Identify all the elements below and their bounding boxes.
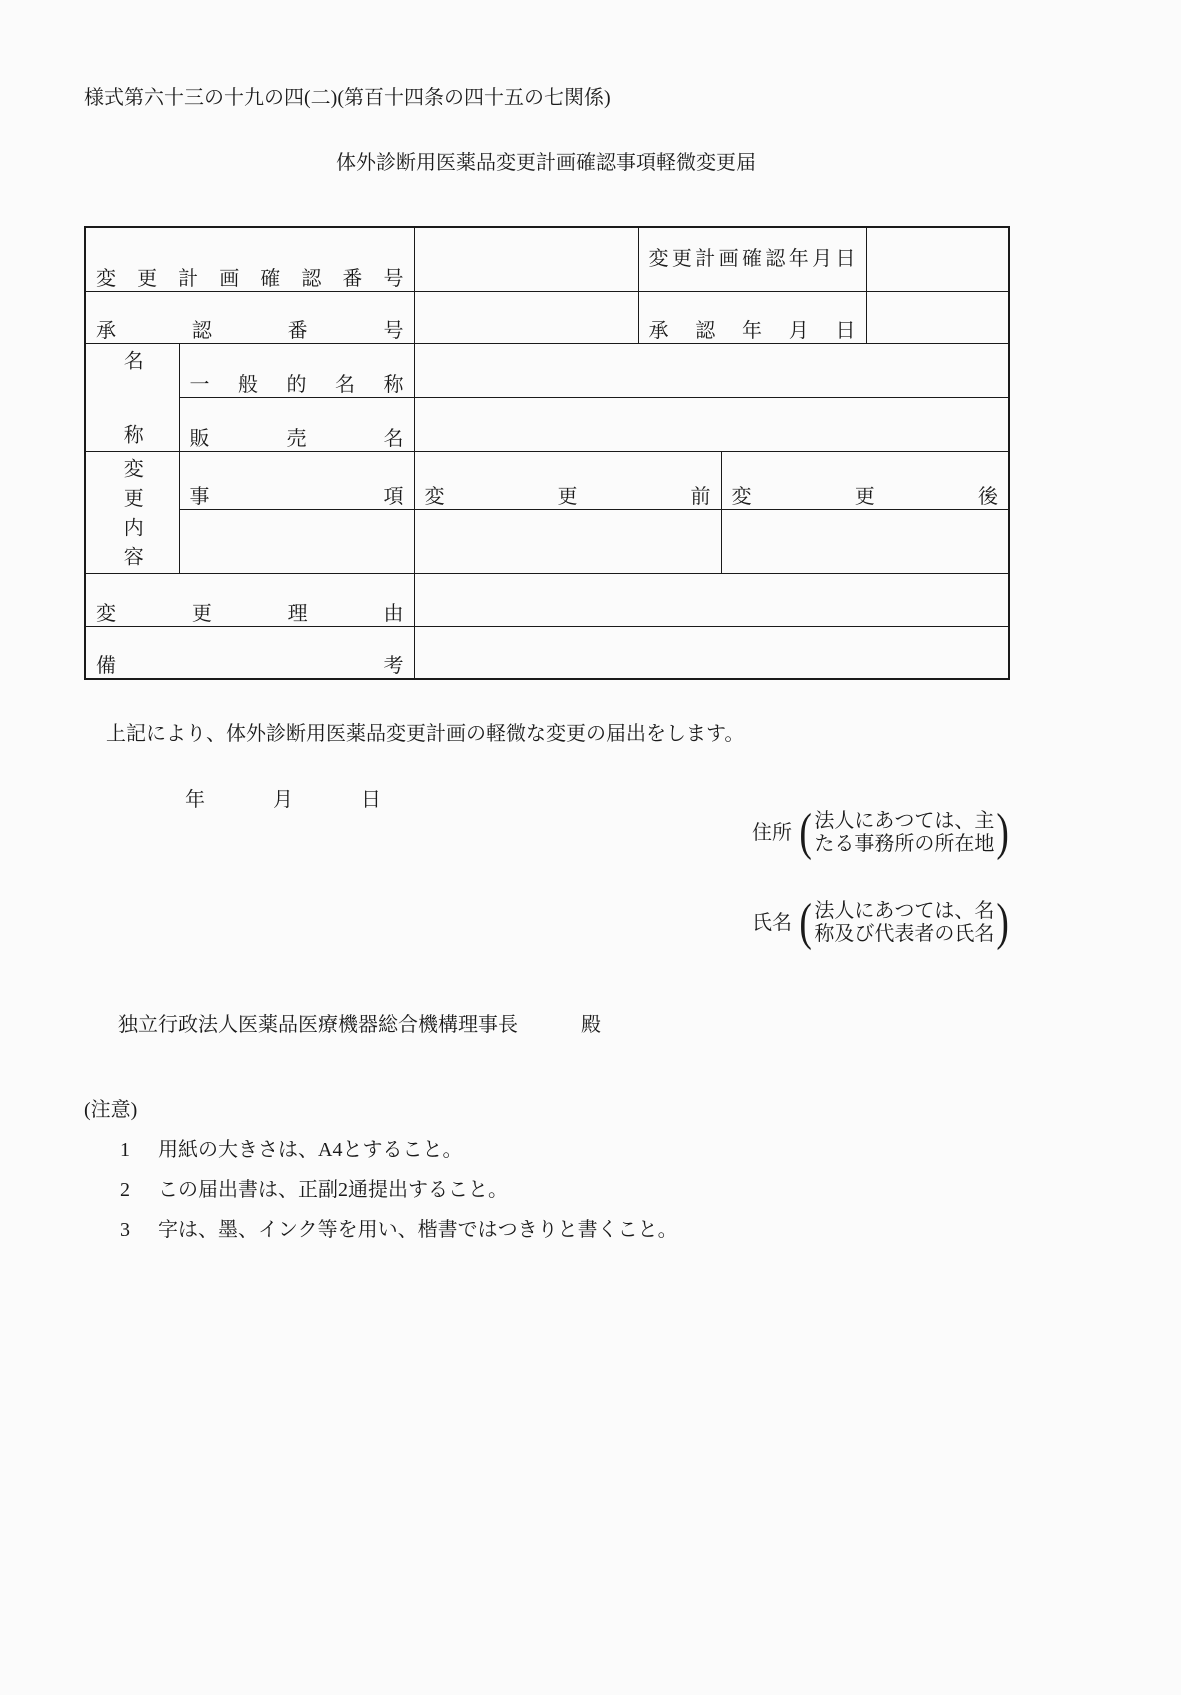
address-note-line1: 法人にあつては、主 <box>814 810 995 832</box>
addressee-org: 独立行政法人医薬品医療機器総合機構理事長 <box>118 1014 518 1036</box>
notes-section <box>84 1098 678 1242</box>
declaration-text: 上記により、体外診断用医薬品変更計画の軽微な変更の届出をします。 <box>106 723 745 745</box>
date-day-label: 日 <box>361 789 381 811</box>
note-item <box>84 1178 678 1202</box>
date-year-label: 年 <box>185 789 205 811</box>
form-table <box>84 226 1010 680</box>
note-text: 用紙の大きさは、A4とすること。 <box>158 1139 463 1161</box>
note-number: 3 <box>120 1219 130 1241</box>
name-group-label: 名称 <box>120 350 143 444</box>
name-paren-open: ( <box>799 894 812 951</box>
approval-number-label: 承認番号 <box>85 291 414 343</box>
note-number: 2 <box>120 1179 130 1201</box>
name-label: 氏名 <box>752 912 792 934</box>
form-code: 様式第六十三の十九の四(二)(第百十四条の四十五の七関係) <box>84 87 611 109</box>
note-number: 1 <box>120 1139 130 1161</box>
address-label: 住所 <box>752 822 792 844</box>
row-confirmation <box>85 227 1009 291</box>
row-approval <box>85 291 1009 343</box>
address-note-line2: たる事務所の所在地 <box>814 833 995 855</box>
name-note-line1: 法人にあつては、名 <box>814 900 995 922</box>
address-note <box>814 810 994 856</box>
date-month-label: 月 <box>273 789 293 811</box>
approval-date-label: 承認年月日 <box>638 291 866 343</box>
name-block <box>752 894 1012 951</box>
remarks-value <box>414 626 1009 679</box>
addressee-honorific: 殿 <box>581 1014 601 1036</box>
confirmation-number-label: 変更計画確認番号 <box>85 227 414 291</box>
row-generic-name <box>85 343 1009 397</box>
approval-date-value <box>866 291 1009 343</box>
brand-name-label: 販売名 <box>179 397 414 451</box>
notes-heading: (注意) <box>84 1099 138 1121</box>
row-change-values <box>85 509 1009 573</box>
row-change-headers <box>85 451 1009 509</box>
confirmation-number-value <box>414 227 638 291</box>
row-remarks <box>85 626 1009 679</box>
remarks-label: 備考 <box>85 626 414 679</box>
before-value <box>414 509 721 573</box>
note-item <box>84 1218 678 1242</box>
reason-value <box>414 573 1009 626</box>
note-item <box>84 1138 678 1162</box>
address-block <box>752 804 1012 861</box>
approval-number-value <box>414 291 638 343</box>
before-label: 変更前 <box>414 451 721 509</box>
row-reason <box>85 573 1009 626</box>
address-paren-open: ( <box>799 804 812 861</box>
name-note <box>814 900 994 946</box>
generic-name-value <box>414 343 1009 397</box>
after-value <box>721 509 1009 573</box>
confirmation-date-label: 変更計画確認年月日 <box>638 227 866 291</box>
reason-label: 変更理由 <box>85 573 414 626</box>
brand-name-value <box>414 397 1009 451</box>
name-paren-close: ) <box>996 894 1010 951</box>
after-label: 変更後 <box>721 451 1009 509</box>
confirmation-date-value <box>866 227 1009 291</box>
note-text: 字は、墨、インク等を用い、楷書ではつきりと書くこと。 <box>158 1219 678 1241</box>
document-title: 体外診断用医薬品変更計画確認事項軽微変更届 <box>336 152 756 174</box>
row-brand-name <box>85 397 1009 451</box>
date-line <box>185 788 381 812</box>
generic-name-label: 一般的名称 <box>179 343 414 397</box>
name-group-label-cell <box>85 343 179 451</box>
item-label: 事項 <box>179 451 414 509</box>
change-group-label: 変更内容 <box>120 458 143 566</box>
item-value <box>179 509 414 573</box>
name-note-line2: 称及び代表者の氏名 <box>814 923 995 945</box>
addressee-line <box>118 1013 601 1037</box>
address-paren-close: ) <box>996 804 1010 861</box>
change-group-label-cell <box>85 451 179 573</box>
note-text: この届出書は、正副2通提出すること。 <box>158 1179 508 1201</box>
